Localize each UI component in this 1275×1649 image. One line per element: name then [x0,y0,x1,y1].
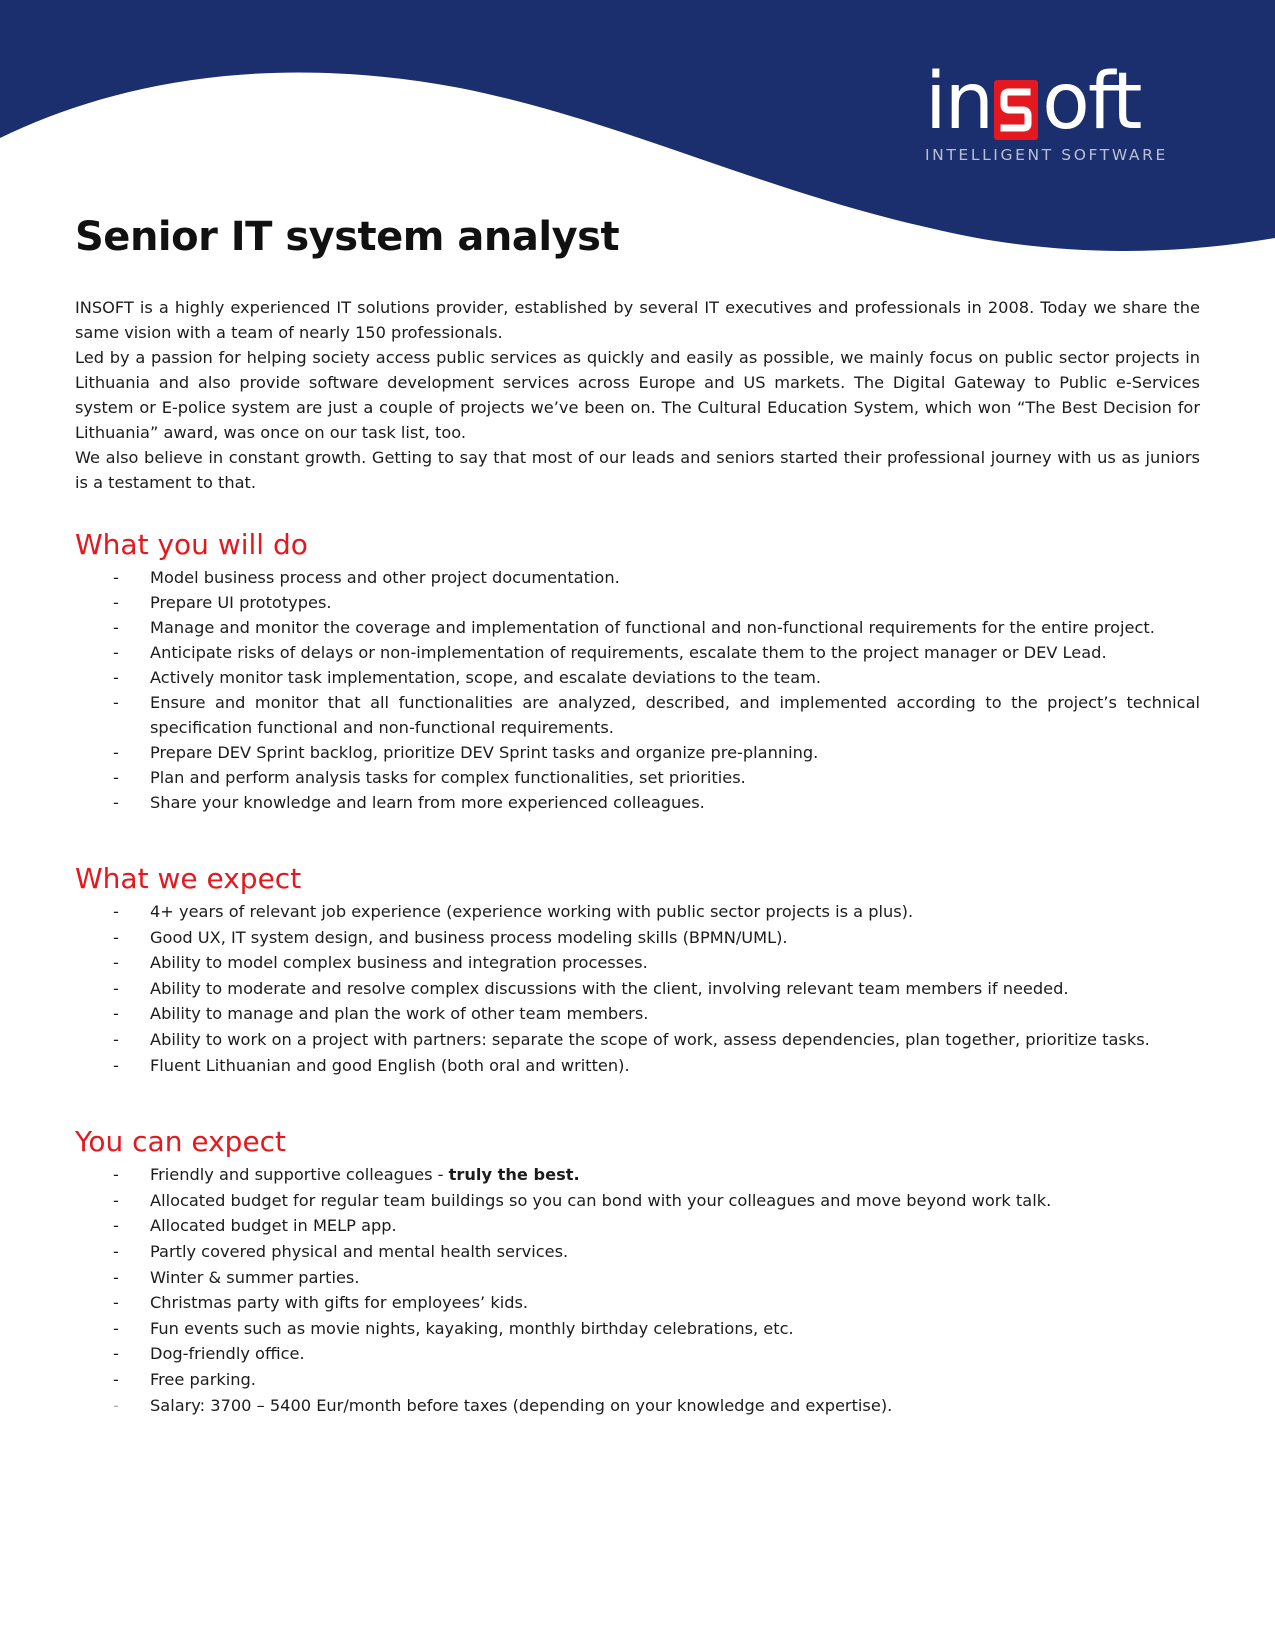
list-marker: - [113,953,119,973]
list-item-text: Ensure and monitor that all functionalities are analyzed, described, and implemented according to the project’s technical specification functional and non-functional requirements. [150,693,1200,737]
list-item [75,976,1200,1002]
list-item [75,1162,1200,1188]
list-marker: - [113,668,119,687]
insoft-logo [925,57,1168,164]
list-item [75,790,1200,815]
requirements-list [75,899,1200,1078]
list-marker: - [113,1004,119,1024]
list-item-text: Free parking. [150,1369,256,1389]
list-item [75,765,1200,790]
list-item-text: Plan and perform analysis tasks for complex functionalities, set priorities. [150,768,746,787]
list-marker: - [113,593,119,612]
list-item [75,1188,1200,1214]
list-item [75,899,1200,925]
list-item [75,590,1200,615]
list-item-text: Actively monitor task implementation, scope, and escalate deviations to the team. [150,668,822,687]
list-item-text: Fluent Lithuanian and good English (both oral and written). [150,1055,630,1075]
list-marker: - [113,1395,119,1415]
section-heading-you-can-expect: You can expect [75,1125,287,1159]
intro-paragraph: Led by a passion for helping society access public services as quickly and easily as possible, we mainly focus on public sector projects in Lithuania and also provide software development services across Europe and US markets. The Digital Gateway to Public e-Services system or E-police system are just a couple of projects we’ve been on. The Cultural Education System, which won “The Best Decision for Lithuania” award, was once on our task list, too. [75,348,1200,442]
section-heading-what-you-will-do: What you will do [75,528,308,561]
list-item-text: Model business process and other project documentation. [150,568,620,587]
list-marker: - [113,978,119,998]
intro-paragraph: INSOFT is a highly experienced IT solutions provider, established by several IT executives and professionals in 2008. Today we share the same vision with a team of nearly 150 professionals. [75,298,1200,342]
list-item-text: Prepare UI prototypes. [150,593,332,612]
list-marker: - [113,1190,119,1210]
list-item-text: Good UX, IT system design, and business process modeling skills (BPMN/UML). [150,927,788,947]
list-marker: - [113,1344,119,1364]
list-item [75,1213,1200,1239]
list-item-text: Prepare DEV Sprint backlog, prioritize DEV Sprint tasks and organize pre-planning. [150,743,819,762]
list-marker: - [113,1216,119,1236]
list-marker: - [113,693,119,712]
list-marker: - [113,1318,119,1338]
list-item-text: Partly covered physical and mental health services. [150,1241,569,1261]
list-item-text: Fun events such as movie nights, kayaking, monthly birthday celebrations, etc. [150,1318,794,1338]
logo-tagline: INTELLIGENT SOFTWARE [925,146,1168,164]
list-item-text: Allocated budget for regular team buildings so you can bond with your colleagues and move beyond work talk. [150,1190,1052,1210]
list-item-text: 4+ years of relevant job experience (experience working with public sector projects is a plus). [150,902,914,921]
list-item-text: Allocated budget in MELP app. [150,1216,397,1236]
logo-wordmark [925,57,1165,147]
section-heading-what-we-expect: What we expect [75,862,302,895]
list-item [75,1001,1200,1027]
list-marker: - [113,1293,119,1313]
list-item [75,615,1200,640]
list-item-text: Ability to manage and plan the work of other team members. [150,1004,649,1024]
list-item [75,690,1200,740]
benefits-list [75,1162,1200,1418]
list-marker: - [113,793,119,812]
list-item-text: Manage and monitor the coverage and implementation of functional and non-functional requirements for the entire project. [150,618,1155,637]
list-marker: - [113,902,119,921]
list-marker: - [113,1055,119,1075]
list-item [75,1393,1200,1419]
list-marker: - [113,768,119,787]
list-item [75,1341,1200,1367]
list-item-text: Share your knowledge and learn from more experienced colleagues. [150,793,705,812]
list-item [75,1367,1200,1393]
list-item [75,565,1200,590]
list-marker: - [113,1029,119,1049]
list-marker: - [113,1267,119,1287]
list-item [75,1290,1200,1316]
list-item [75,1316,1200,1342]
intro-paragraph: We also believe in constant growth. Getting to say that most of our leads and seniors started their professional journey with us as juniors is a testament to that. [75,448,1200,492]
list-item-text: Salary: 3700 – 5400 Eur/month before taxes (depending on your knowledge and expertise). [150,1395,893,1415]
list-item [75,1265,1200,1291]
list-marker: - [113,643,119,662]
logo-text-in: in [925,57,993,147]
list-item [75,640,1200,665]
list-marker: - [113,1165,119,1185]
logo-text-oft: oft [1042,57,1141,147]
responsibilities-list [75,565,1200,815]
list-marker: - [113,927,119,947]
list-item [75,1027,1200,1053]
list-item [75,1239,1200,1265]
job-posting [75,205,1200,1418]
company-intro [75,295,1200,495]
list-item [75,925,1200,951]
list-item-emphasis: truly the best. [448,1165,580,1185]
list-item [75,950,1200,976]
list-item-text: Dog-friendly office. [150,1344,305,1364]
page-title: Senior IT system analyst [75,214,620,260]
list-marker: - [113,618,119,637]
list-item-text: Anticipate risks of delays or non-implementation of requirements, escalate them to the project manager or DEV Lead. [150,643,1107,662]
list-item-text: Christmas party with gifts for employees’ kids. [150,1293,529,1313]
list-item [75,1053,1200,1079]
list-marker: - [113,568,119,587]
list-marker: - [113,743,119,762]
list-item-text: Ability to model complex business and integration processes. [150,953,648,973]
list-item-text: Friendly and supportive colleagues - [150,1165,449,1185]
logo-s-mark [994,80,1038,140]
list-item-text: Ability to work on a project with partners: separate the scope of work, assess dependencies, plan together, prioritize tasks. [150,1029,1150,1049]
list-item [75,740,1200,765]
list-marker: - [113,1241,119,1261]
list-marker: - [113,1369,119,1389]
list-item-text: Ability to moderate and resolve complex discussions with the client, involving relevant team members if needed. [150,978,1069,998]
list-item [75,665,1200,690]
list-item-text: Winter & summer parties. [150,1267,360,1287]
